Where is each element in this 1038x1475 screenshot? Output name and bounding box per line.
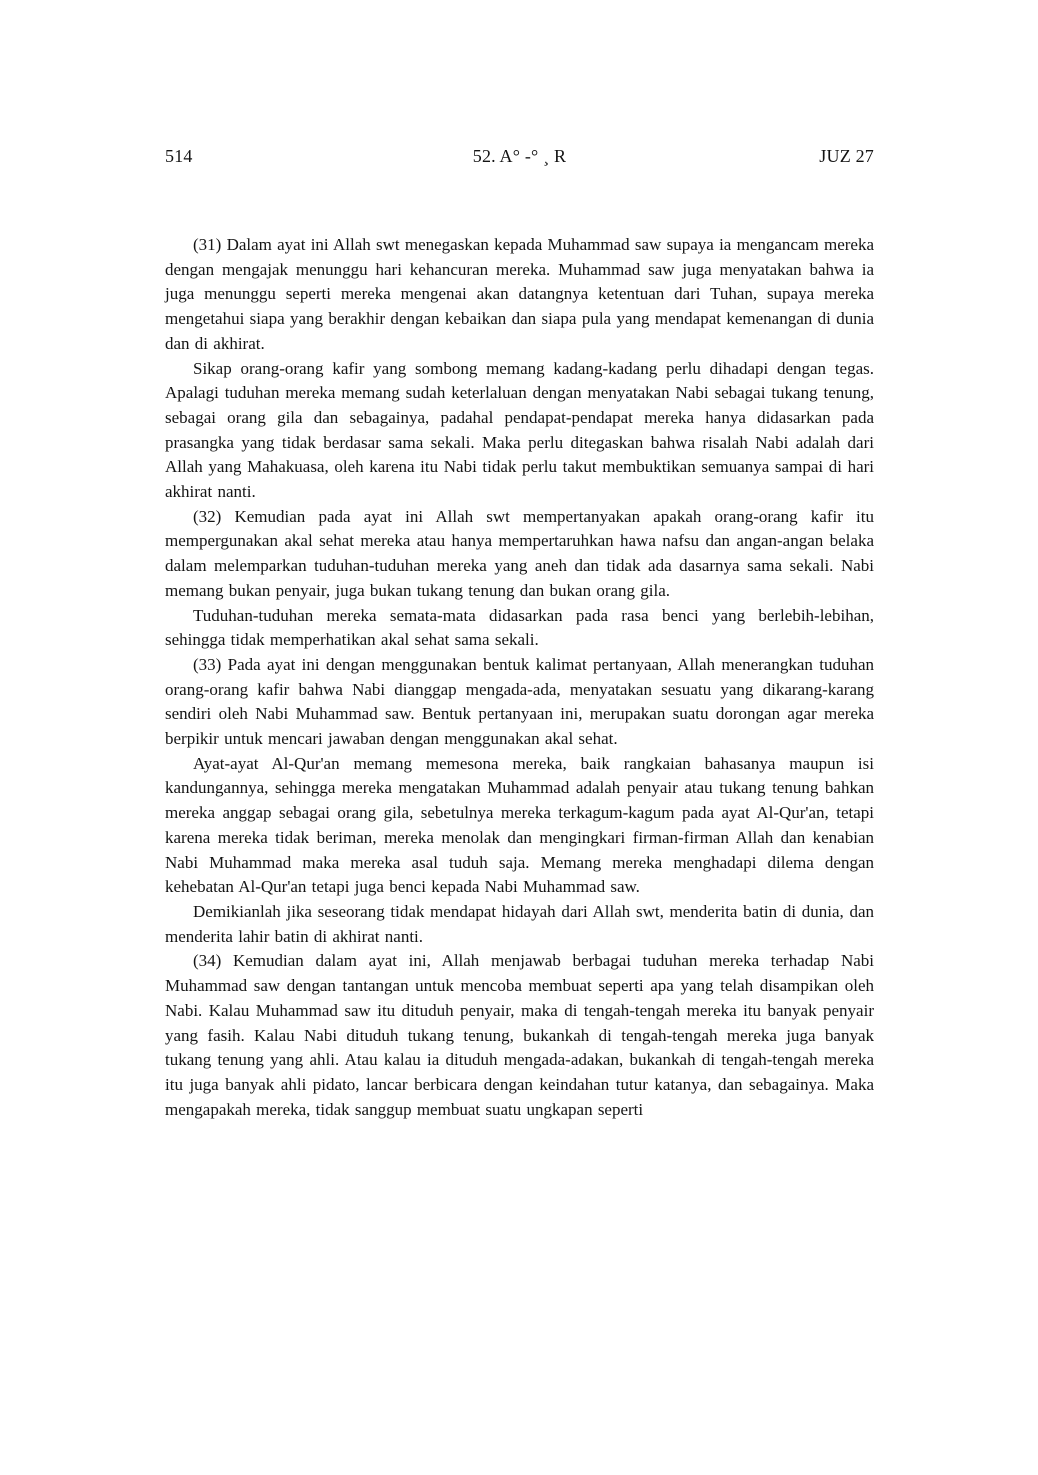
paragraph-31-intro: (31) Dalam ayat ini Allah swt menegaskan kepada Muhammad saw supaya ia mengancam mereka dengan mengajak menunggu hari kehancuran mereka. Muhammad saw juga menyatakan bahwa ia juga menunggu seperti mereka mengenai akan datangnya ketentuan dari Tuhan, supaya mereka mengetahui siapa yang berakhir dengan kebaikan dan siapa pula yang mendapat kemenangan di dunia dan di akhirat. (165, 235, 874, 353)
paragraph-33-intro: (33) Pada ayat ini dengan menggunakan bentuk kalimat pertanyaan, Allah menerangkan tuduhan orang-orang kafir bahwa Nabi dianggap mengada-ada, menyatakan sesuatu yang dikarang-karang sendiri oleh Nabi Muhammad saw. Bentuk pertanyaan ini, merupakan suatu dorongan agar mereka berpikir untuk mencari jawaban dengan menggunakan akal sehat. (165, 654, 874, 749)
page-body (165, 233, 874, 1122)
paragraph-ayat-memesona: Ayat-ayat Al-Qur'an memang memesona mereka, baik rangkaian bahasanya maupun isi kandungannya, sehingga mereka mengatakan Muhammad adalah penyair atau tukang tenung bahkan mereka anggap sebagai orang gila, sebetulnya mereka terkagum-kagum pada ayat Al-Qur'an, tetapi karena mereka tidak beriman, mereka menolak dan mengingkari firman-firman Allah dan kenabian Nabi Muhammad maka mereka asal tuduh saja. Memang mereka menghadapi dilema dengan kehebatan Al-Qur'an tetapi juga benci kepada Nabi Muhammad saw. (165, 753, 874, 897)
paragraph-tuduhan: Tuduhan-tuduhan mereka semata-mata didasarkan pada rasa benci yang berlebih-lebihan, sehingga tidak memperhatikan akal sehat sama sekali. (165, 605, 874, 650)
page-number: 514 (165, 146, 193, 166)
paragraph-demikianlah: Demikianlah jika seseorang tidak mendapat hidayah dari Allah swt, menderita batin di dunia, dan menderita lahir batin di akhirat nanti. (165, 901, 874, 946)
paragraph-32-intro: (32) Kemudian pada ayat ini Allah swt mempertanyakan apakah orang-orang kafir itu mempergunakan akal sehat mereka atau hanya mempertaruhkan hawa nafsu dan angan-angan belaka dalam melemparkan tuduhan-tuduhan mereka yang aneh dan tidak ada dasarnya sama sekali. Nabi memang bukan penyair, juga bukan tukang tenung dan bukan orang gila. (165, 506, 874, 600)
juz-label: JUZ 27 (819, 146, 874, 166)
paragraph-34-intro: (34) Kemudian dalam ayat ini, Allah menjawab berbagai tuduhan mereka terhadap Nabi Muhammad saw dengan tantangan untuk mencoba membuat seperti apa yang telah disampikan oleh Nabi. Kalau Muhammad saw itu dituduh penyair, maka di tengah-tengah mereka itu banyak penyair yang fasih. Kalau Nabi dituduh tukang tenung, bukankah di tengah-tengah mereka juga banyak tukang tenung yang ahli. Atau kalau ia dituduh mengada-adakan, bukankah di tengah-tengah mereka itu juga banyak ahli pidato, lancar berbicara dengan keindahan tutur katanya, dan sebagainya. Maka mengapakah mereka, tidak sanggup membuat suatu ungkapan seperti (165, 951, 874, 1119)
page-header (165, 146, 874, 167)
chapter-title: 52. A° -° ¸ R (472, 146, 567, 166)
paragraph-sikap-kafir: Sikap orang-orang kafir yang sombong memang kadang-kadang perlu dihadapi dengan tegas. Apalagi tuduhan mereka memang sudah keterlaluan dengan menyatakan Nabi sebagai tukang tenung, sebagai orang gila dan sebagainya, padahal pendapat-pendapat mereka hanya didasarkan pada prasangka yang tidak berdasar sama sekali. Maka perlu ditegaskan bahwa risalah Nabi adalah dari Allah yang Mahakuasa, oleh karena itu Nabi tidak perlu takut membuktikan semuanya sampai di hari akhirat nanti. (165, 358, 874, 502)
